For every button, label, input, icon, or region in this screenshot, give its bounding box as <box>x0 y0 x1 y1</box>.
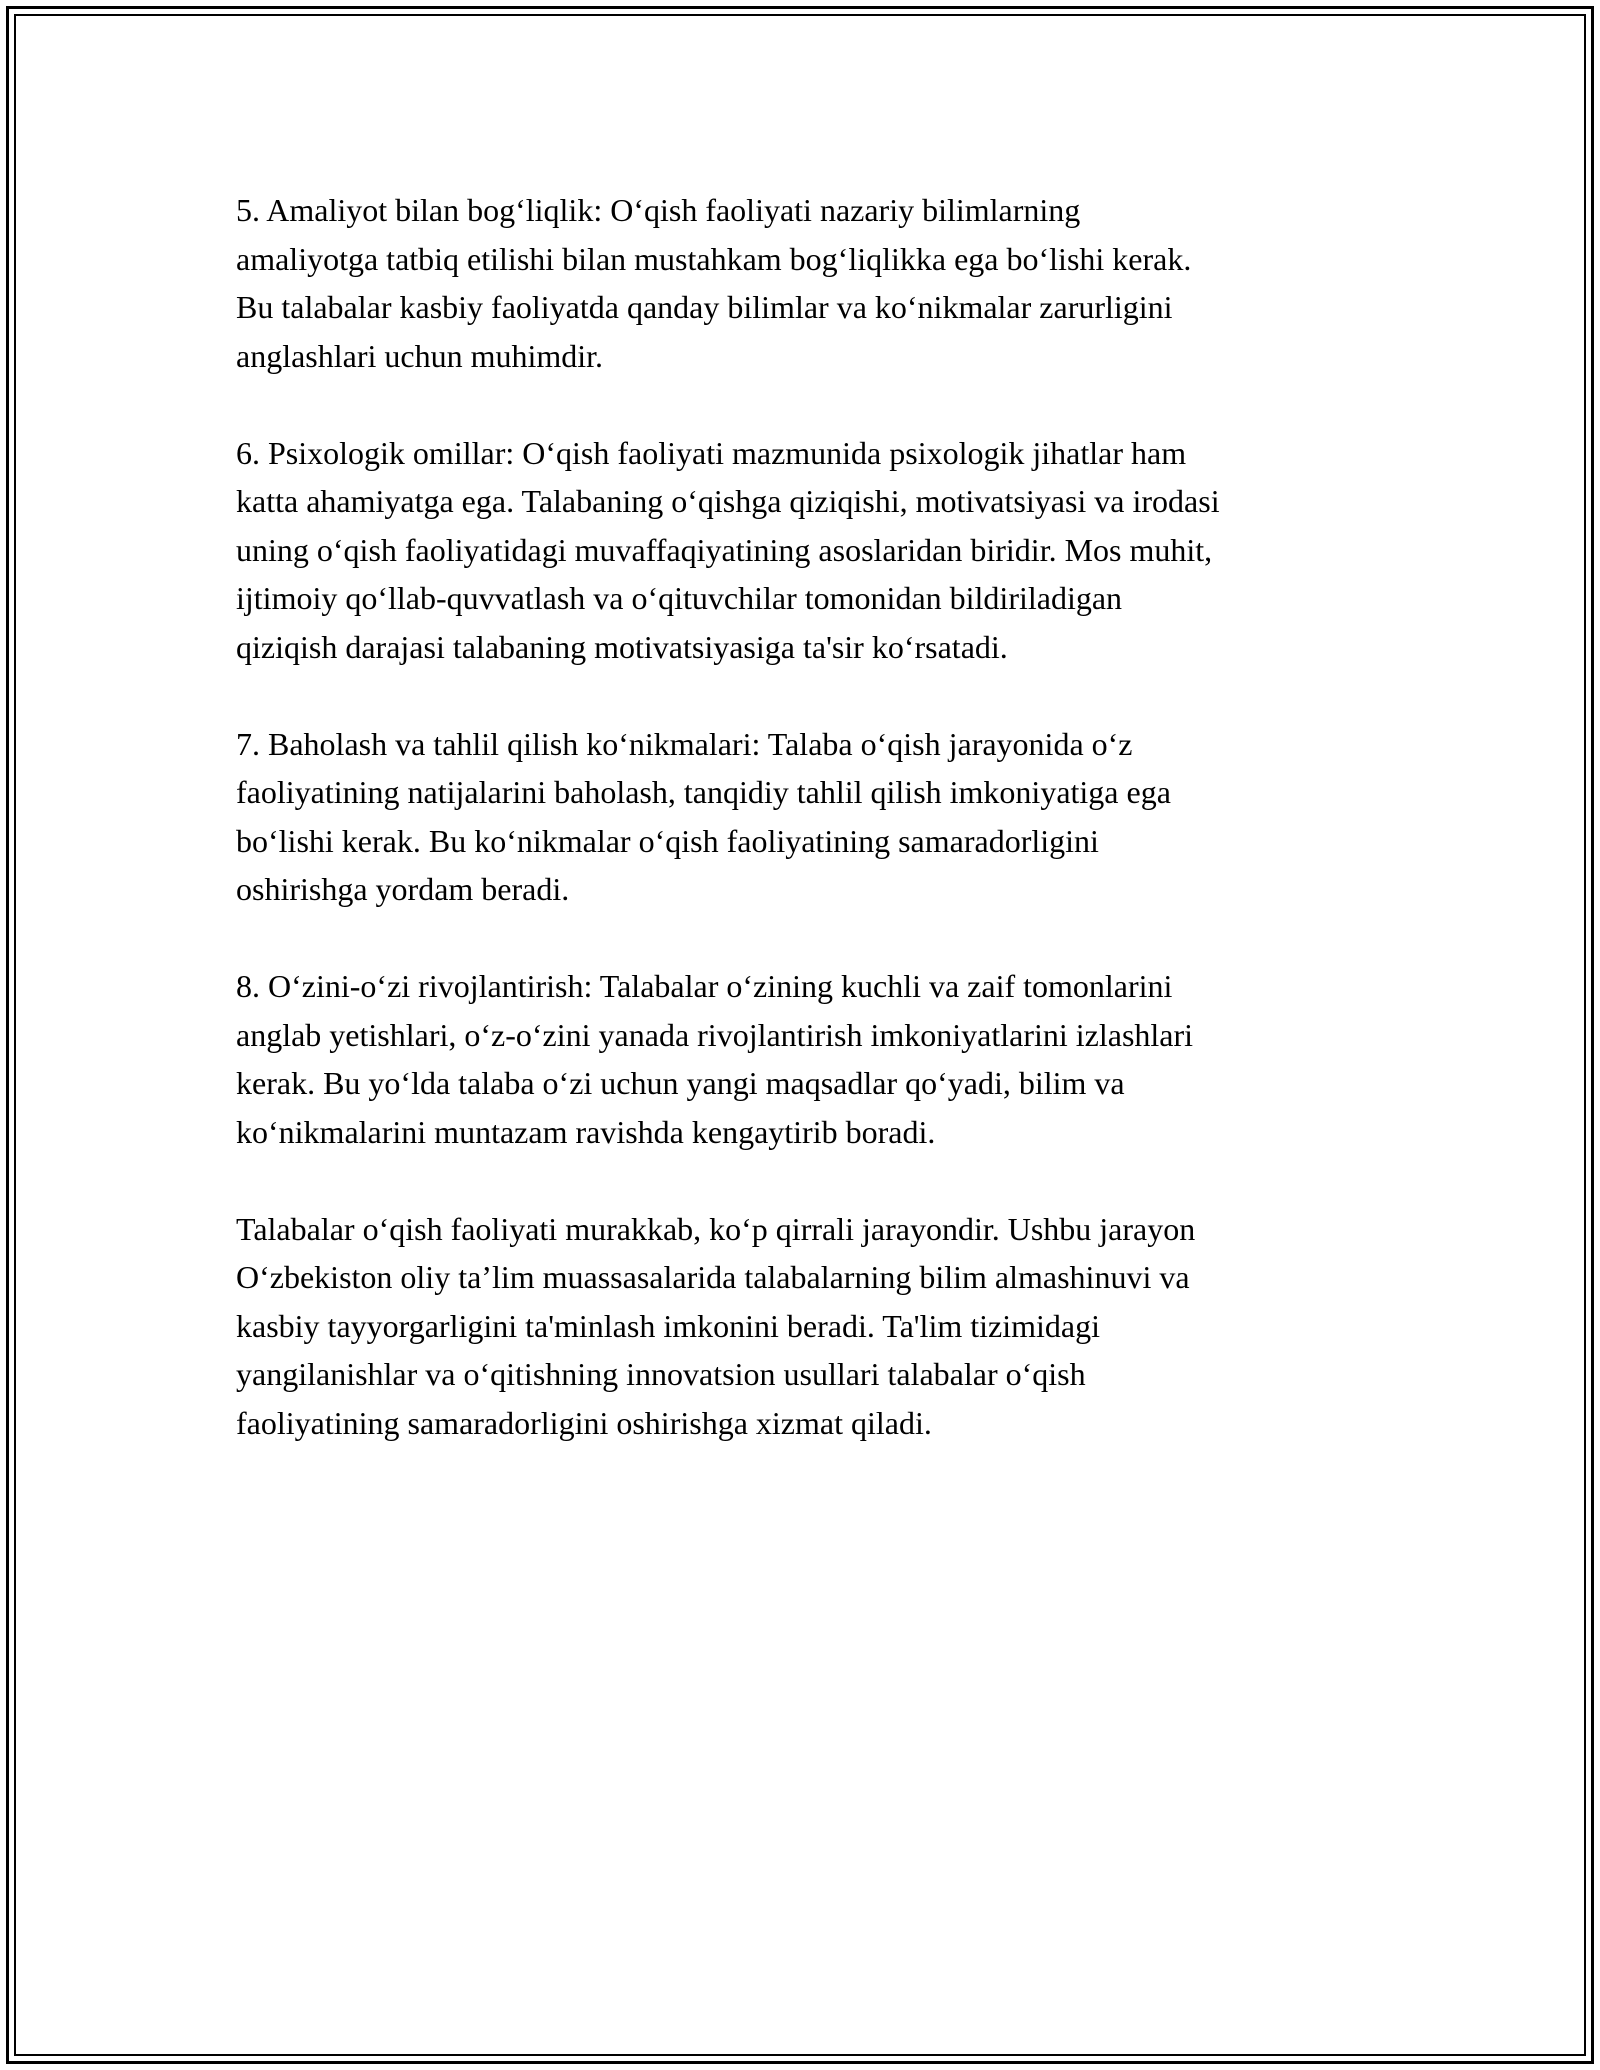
paragraph-psychological-factors: 6. Psixologik omillar: O‘qish faoliyati mazmunida psixologik jihatlar ham katta ahamiyatga ega. Talabaning o‘qishga qiziqishi, motivatsiyasi va irodasi uning o‘qish faoliyatidagi muvaffaqiyatining asoslaridan biridir. Mos muhit, ijtimoiy qo‘llab-quvvatlash va o‘qituvchilar tomonidan bildiriladigan qiziqish darajasi talabaning motivatsiyasiga ta'sir ko‘rsatadi. <box>236 434 1220 665</box>
paragraph-conclusion: Talabalar o‘qish faoliyati murakkab, ko‘p qirrali jarayondir. Ushbu jarayon O‘zbekiston oliy ta’lim muassasalarida talabalarning bilim almashinuvi va kasbiy tayyorgarligini ta'minlash imkonini beradi. Ta'lim tizimidagi yangilanishlar va o‘qitishning innovatsion usullari talabalar o‘qish faoliyatining samaradorligini oshirishga xizmat qiladi. <box>236 1210 1196 1441</box>
paragraph-practice-connection: 5. Amaliyot bilan bog‘liqlik: O‘qish faoliyati nazariy bilimlarning amaliyotga tatbiq etilishi bilan mustahkam bog‘liqlikka ega bo‘lishi kerak. Bu talabalar kasbiy faoliyatda qanday bilimlar va ko‘nikmalar zarurligini anglashlari uchun muhimdir. <box>236 192 1192 374</box>
paragraph-assessment-skills: 7. Baholash va tahlil qilish ko‘nikmalari: Talaba o‘qish jarayonida o‘z faoliyatining natijalarini baholash, tanqidiy tahlil qilish imkoniyatiga ega bo‘lishi kerak. Bu ko‘nikmalar o‘qish faoliyatining samaradorligini oshirishga yordam beradi. <box>236 725 1171 907</box>
document-body <box>236 186 1386 1496</box>
paragraph-self-development: 8. O‘zini-o‘zi rivojlantirish: Talabalar o‘zining kuchli va zaif tomonlarini anglab yetishlari, o‘z-o‘zini yanada rivojlantirish imkoniyatlarini izlashlari kerak. Bu yo‘lda talaba o‘zi uchun yangi maqsadlar qo‘yadi, bilim va ko‘nikmalarini muntazam ravishda kengaytirib boradi. <box>236 968 1194 1150</box>
